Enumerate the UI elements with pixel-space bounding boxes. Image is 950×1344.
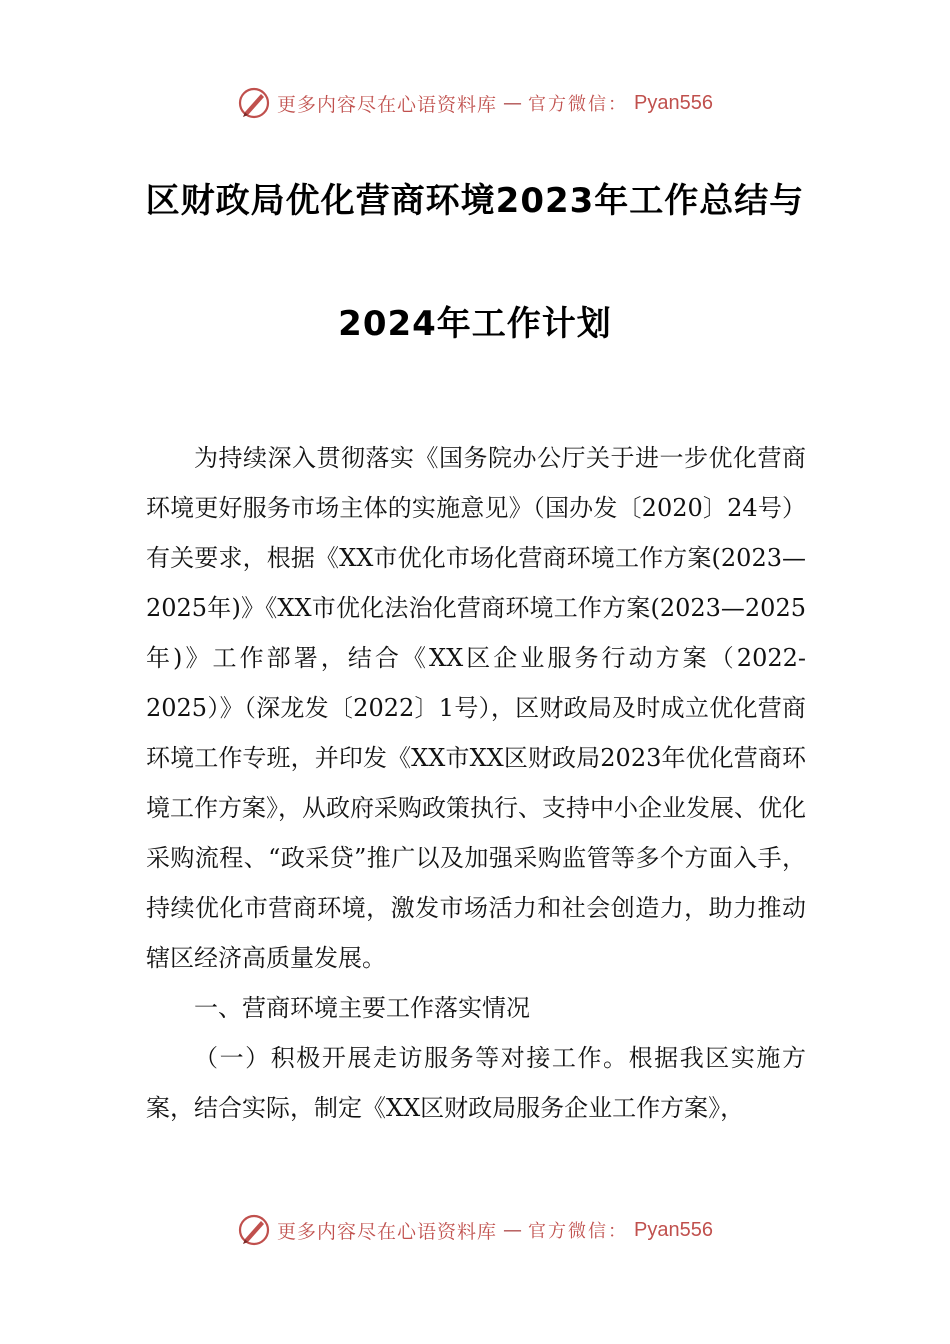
document-title-line1: 区财政局优化营商环境2023年工作总结与 xyxy=(145,181,805,221)
intro-paragraph: 为持续深入贯彻落实《国务院办公厅关于进一步优化营商环境更好服务市场主体的实施意见》（国办发〔2020〕24号）有关要求，根据《XX市优化市场化营商环境工作方案(2023—2025年)》《XX市优化法治化营商环境工作方案(2023—2025年)》工作部署，结合《XX区企业服务行动方案（2022-2025）》（深龙发〔2022〕1号），区财政局及时成立优化营商环境工作专班，并印发《XX市XX区财政局2023年优化营商环境工作方案》，从政府采购政策执行、支持中小企业发展、优化采购流程、“政采贷”推广以及加强采购监管等多个方面入手，持续优化市营商环境，激发市场活力和社会创造力，助力推动辖区经济高质量发展。 xyxy=(146,444,806,972)
pen-logo-icon xyxy=(237,1213,271,1247)
section-heading: 一、营商环境主要工作落实情况 xyxy=(194,994,530,1022)
document-body xyxy=(146,433,806,1133)
watermark-separator: — xyxy=(503,1219,523,1241)
watermark-text: 更多内容尽在心语资料库 xyxy=(277,1220,498,1243)
watermark-wechat-label: 官方微信： xyxy=(528,94,629,115)
watermark-wechat-id: Pyan556 xyxy=(634,91,713,114)
watermark-header xyxy=(0,83,950,123)
watermark-footer xyxy=(0,1210,950,1250)
watermark-separator: — xyxy=(503,92,523,114)
watermark-wechat-label: 官方微信： xyxy=(528,1221,629,1242)
watermark-text: 更多内容尽在心语资料库 xyxy=(277,93,498,116)
watermark-wechat-id: Pyan556 xyxy=(634,1218,713,1241)
sub-paragraph: （一）积极开展走访服务等对接工作。根据我区实施方案，结合实际，制定《XX区财政局服务企业工作方案》， xyxy=(146,1044,806,1122)
pen-logo-icon xyxy=(237,86,271,120)
document-title-line2: 2024年工作计划 xyxy=(338,304,612,344)
